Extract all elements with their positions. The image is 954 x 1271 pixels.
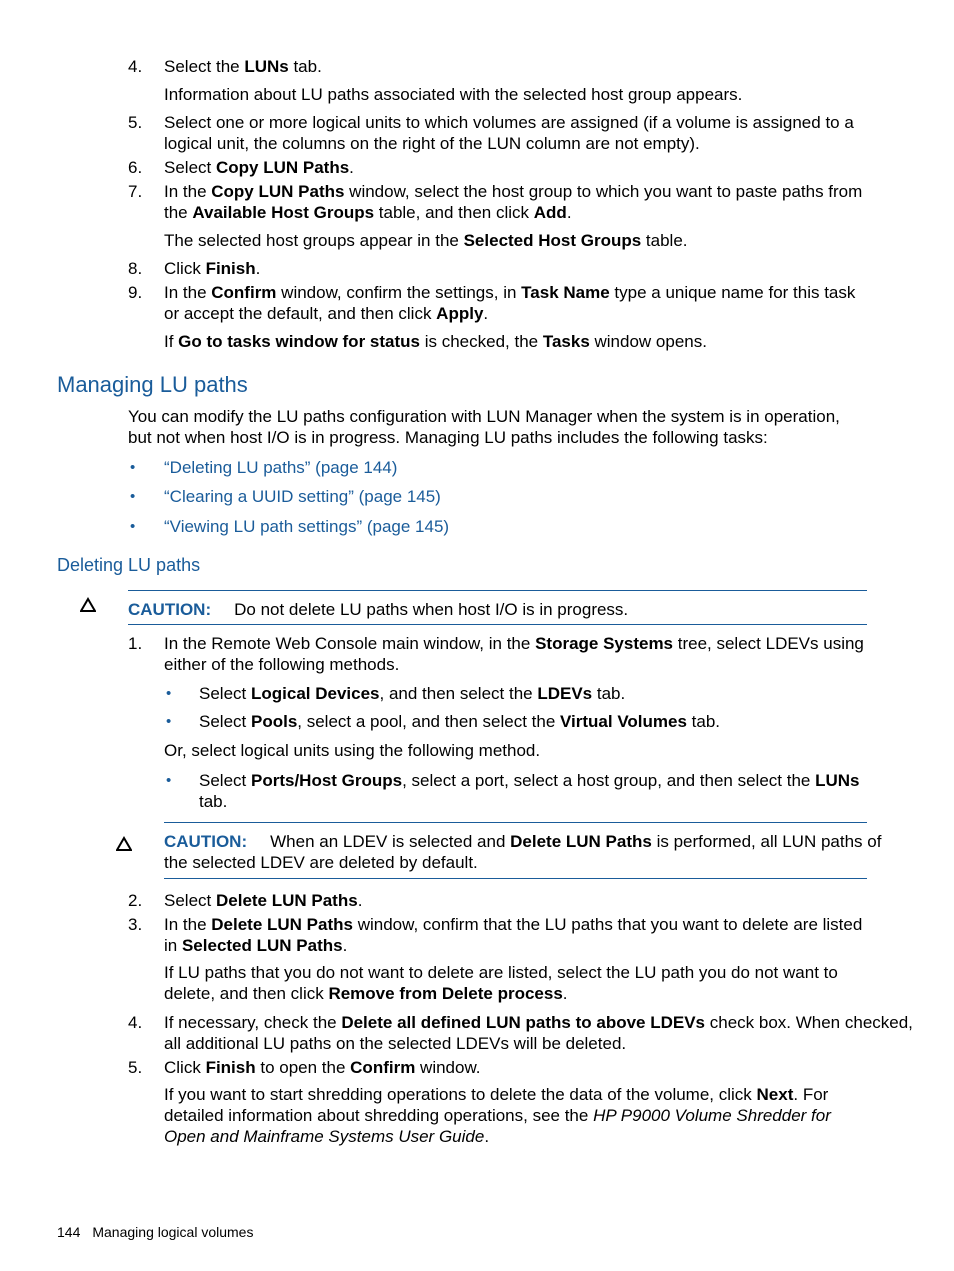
step-5-line-1: Select one or more logical units to which volumes are assigned (if a volume is assigned to a (164, 113, 854, 132)
step-number: 5. (128, 1058, 143, 1077)
caution-1 (128, 599, 628, 620)
caution-label: CAUTION: (164, 832, 248, 851)
method-bullet-3-line-2: tab. (199, 792, 228, 811)
caution-text: Do not delete LU paths when host I/O is in progress. (234, 600, 629, 619)
step-8-text: Click Finish. (164, 259, 261, 278)
subsection-heading: Deleting LU paths (57, 555, 201, 575)
step-4-info: Information about LU paths associated with the selected host group appears. (164, 85, 743, 104)
delete-step-5-info-line-1: If you want to start shredding operations to delete the data of the volume, click Next. For (164, 1085, 829, 1104)
step-number: 7. (128, 182, 143, 201)
link-clearing-uuid[interactable]: “Clearing a UUID setting” (page 145) (164, 487, 441, 506)
delete-step-1-line-2: either of the following methods. (164, 655, 400, 674)
step-6-text: Select Copy LUN Paths. (164, 158, 354, 177)
bullet-icon: • (166, 713, 172, 730)
bullet-icon: • (166, 772, 172, 789)
bullet-icon: • (166, 685, 172, 702)
page-footer (57, 1223, 253, 1241)
delete-step-3-line-1: In the Delete LUN Paths window, confirm that the LU paths that you want to delete are listed (164, 915, 863, 934)
delete-step-3-info-line-2: delete, and then click Remove from Delete process. (164, 984, 568, 1003)
step-9-line-1: In the Confirm window, confirm the settings, in Task Name type a unique name for this task (164, 283, 856, 302)
caution-2-line-1: CAUTION: When an LDEV is selected and Delete LUN Paths is performed, all LUN paths of (164, 832, 882, 851)
chapter-title: Managing logical volumes (92, 1224, 254, 1240)
link-deleting-lu-paths[interactable]: “Deleting LU paths” (page 144) (164, 458, 398, 477)
step-number: 4. (128, 1013, 143, 1032)
step-number: 1. (128, 634, 143, 653)
step-number: 9. (128, 283, 143, 302)
caution-rule-bottom (164, 878, 867, 879)
method-or-text: Or, select logical units using the following method. (164, 741, 541, 760)
section-intro-line-2: but not when host I/O is in progress. Managing LU paths includes the following tasks: (128, 428, 768, 447)
warning-triangle-icon (116, 836, 132, 852)
step-4-text: Select the LUNs tab. (164, 57, 322, 76)
method-bullet-3-line-1: Select Ports/Host Groups, select a port, select a host group, and then select the LUNs (199, 771, 860, 790)
caution-rule-top (128, 590, 867, 591)
step-7-info: The selected host groups appear in the Selected Host Groups table. (164, 231, 688, 250)
caution-rule-top (164, 822, 867, 823)
bullet-icon: • (130, 518, 136, 535)
link-viewing-lu-path-settings[interactable]: “Viewing LU path settings” (page 145) (164, 517, 450, 536)
bullet-icon: • (130, 488, 136, 505)
delete-step-1-line-1: In the Remote Web Console main window, in the Storage Systems tree, select LDEVs using (164, 634, 864, 653)
step-number: 4. (128, 57, 143, 76)
step-5-line-2: logical unit, the columns on the right of the LUN column are not empty). (164, 134, 700, 153)
method-bullet-2: Select Pools, select a pool, and then select the Virtual Volumes tab. (199, 712, 721, 731)
delete-step-5-info-line-2: detailed information about shredding operations, see the HP P9000 Volume Shredder for (164, 1106, 831, 1125)
method-bullet-1: Select Logical Devices, and then select the LDEVs tab. (199, 684, 626, 703)
step-number: 3. (128, 915, 143, 934)
step-number: 6. (128, 158, 143, 177)
step-9-info: If Go to tasks window for status is checked, the Tasks window opens. (164, 332, 707, 351)
caution-label: CAUTION: (128, 600, 212, 619)
step-number: 5. (128, 113, 143, 132)
step-7-line-1: In the Copy LUN Paths window, select the host group to which you want to paste paths from (164, 182, 863, 201)
step-number: 8. (128, 259, 143, 278)
delete-step-2: Select Delete LUN Paths. (164, 891, 363, 910)
delete-step-5: Click Finish to open the Confirm window. (164, 1058, 481, 1077)
delete-step-4-line-1: If necessary, check the Delete all defined LUN paths to above LDEVs check box. When checked, (164, 1013, 913, 1032)
delete-step-3-line-2: in Selected LUN Paths. (164, 936, 348, 955)
step-9-line-2: or accept the default, and then click Apply. (164, 304, 489, 323)
caution-2-line-2: the selected LDEV are deleted by default. (164, 853, 478, 872)
page-number: 144 (57, 1224, 81, 1240)
section-intro-line-1: You can modify the LU paths configuration with LUN Manager when the system is in operation, (128, 407, 840, 426)
delete-step-5-info-line-3: Open and Mainframe Systems User Guide. (164, 1127, 490, 1146)
bullet-icon: • (130, 459, 136, 476)
step-7-line-2: the Available Host Groups table, and then click Add. (164, 203, 572, 222)
caution-rule-bottom (128, 624, 867, 625)
section-heading: Managing LU paths (57, 372, 248, 397)
delete-step-3-info-line-1: If LU paths that you do not want to delete are listed, select the LU path you do not want to (164, 963, 838, 982)
warning-triangle-icon (80, 597, 96, 613)
delete-step-4-line-2: all additional LU paths on the selected LDEVs will be deleted. (164, 1034, 627, 1053)
step-number: 2. (128, 891, 143, 910)
